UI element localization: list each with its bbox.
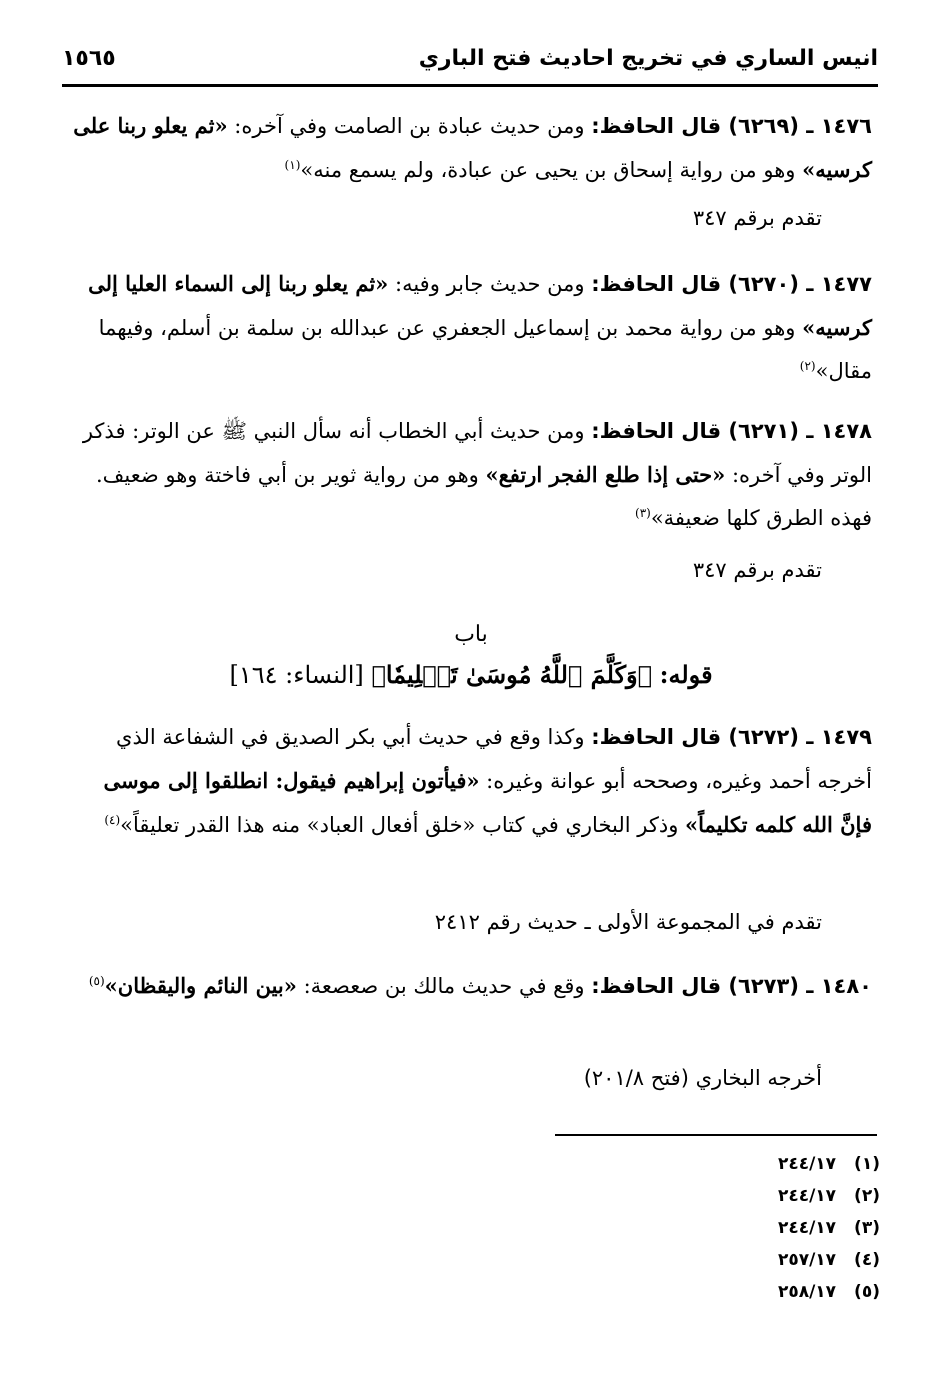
- verse-citation: [النساء: ١٦٤]: [229, 661, 364, 689]
- entry-text: وهو من رواية إسحاق بن يحيى عن عبادة، ولم يسمع منه»: [300, 158, 803, 182]
- chapter-label: باب: [454, 622, 488, 647]
- entry-quote: «حتى إذا طلع الفجر ارتفع»: [485, 462, 726, 487]
- entry-number: ١٤٧٨ ـ (٦٢٧١) قال الحافظ:: [591, 419, 872, 443]
- entry-number: ١٤٧٧ ـ (٦٢٧٠) قال الحافظ:: [591, 272, 872, 296]
- header-rule: [62, 84, 878, 87]
- footnote: [680, 1212, 880, 1244]
- footnote-ref: ٢٤٤/١٧: [777, 1218, 837, 1238]
- entry-text: وقع في حديث مالك بن صعصعة:: [296, 974, 592, 998]
- footnote-number: (٢): [854, 1186, 880, 1206]
- entry-text: وهو من رواية ثوير بن أبي فاختة وهو ضعيف. فهذه الطرق كلها ضعيفة»: [95, 463, 872, 530]
- footnote: [680, 1276, 880, 1308]
- entry-text: وهو من رواية محمد بن إسماعيل الجعفري عن عبدالله بن سلمة بن أسلم، وفيهما مقال»: [98, 316, 872, 383]
- entry-text: ومن حديث جابر وفيه:: [388, 272, 592, 296]
- cross-reference: تقدم برقم ٣٤٧: [692, 558, 822, 582]
- footnote-number: (١): [854, 1154, 880, 1174]
- entry-number: ١٤٧٦ ـ (٦٢٦٩) قال الحافظ:: [591, 114, 872, 138]
- entry-text: ومن حديث أبي الخطاب أنه سأل النبي ﷺ عن الوتر: فذكر الوتر وفي آخره:: [82, 419, 872, 487]
- footnote-number: (٥): [854, 1282, 880, 1302]
- hadith-entry-1479: [72, 716, 872, 847]
- entry-text: وذكر البخاري في كتاب «خلق أفعال العباد» منه هذا القدر تعليقاً»: [120, 813, 686, 837]
- footnote-ref: ٢٤٤/١٧: [777, 1186, 837, 1206]
- footnote-number: (٣): [854, 1218, 880, 1238]
- entry-number: ١٤٨٠ ـ (٦٢٧٣) قال الحافظ:: [591, 974, 872, 998]
- footnotes: [680, 1148, 880, 1308]
- footnote-marker: (٣): [635, 506, 651, 520]
- entry-quote: «ثم يعلو ربنا على كرسيه»: [73, 113, 872, 182]
- footnote-ref: ٢٥٧/١٧: [777, 1250, 837, 1270]
- cross-reference: تقدم برقم ٣٤٧: [692, 206, 822, 230]
- footnote-marker: (٢): [799, 359, 816, 373]
- footnote-rule: [555, 1134, 877, 1136]
- entry-text: ومن حديث عبادة بن الصامت وفي آخره:: [227, 114, 592, 138]
- entry-quote: «فيأتون إبراهيم فيقول: انطلقوا إلى موسى فإنَّ الله كلمه تكليماً»: [103, 768, 872, 837]
- footnote-marker: (١): [284, 158, 301, 172]
- hadith-entry-1476: [72, 104, 872, 192]
- entry-text: وكذا وقع في حديث أبي بكر الصديق في الشفاعة الذي أخرجه أحمد وغيره، وصححه أبو عوانة وغيره:: [116, 725, 872, 793]
- entry-quote: «ثم يعلو ربنا إلى السماء العليا إلى كرسيه»: [88, 271, 872, 340]
- footnote: [680, 1180, 880, 1212]
- page-number: ١٥٦٥: [62, 45, 116, 71]
- running-header: [62, 38, 878, 78]
- chapter-heading: [0, 660, 942, 689]
- footnote-ref: ٢٤٤/١٧: [777, 1154, 837, 1174]
- cross-reference: تقدم في المجموعة الأولى ـ حديث رقم ٢٤١٢: [434, 910, 822, 934]
- footnote-number: (٤): [854, 1250, 880, 1270]
- cross-reference: أخرجه البخاري (فتح ٢٠١/٨): [583, 1066, 822, 1090]
- hadith-entry-1477: [72, 262, 872, 393]
- heading-prefix: قوله:: [659, 660, 713, 689]
- hadith-entry-1478: [72, 410, 872, 540]
- footnote: [680, 1244, 880, 1276]
- hadith-entry-1480: [72, 964, 872, 1008]
- quran-verse: ﴿وَكَلَّمَ ٱللَّهُ مُوسَىٰ تَكۡلِيمٗا﴾: [371, 660, 652, 689]
- footnote: [680, 1148, 880, 1180]
- footnote-ref: ٢٥٨/١٧: [777, 1282, 837, 1302]
- book-title: انيس الساري في تخريج احاديث فتح الباري: [418, 45, 878, 71]
- entry-number: ١٤٧٩ ـ (٦٢٧٢) قال الحافظ:: [591, 725, 872, 749]
- footnote-marker: (٥): [88, 974, 105, 988]
- footnote-marker: (٤): [104, 813, 121, 827]
- entry-quote: «بين النائم واليقظان»: [104, 973, 297, 998]
